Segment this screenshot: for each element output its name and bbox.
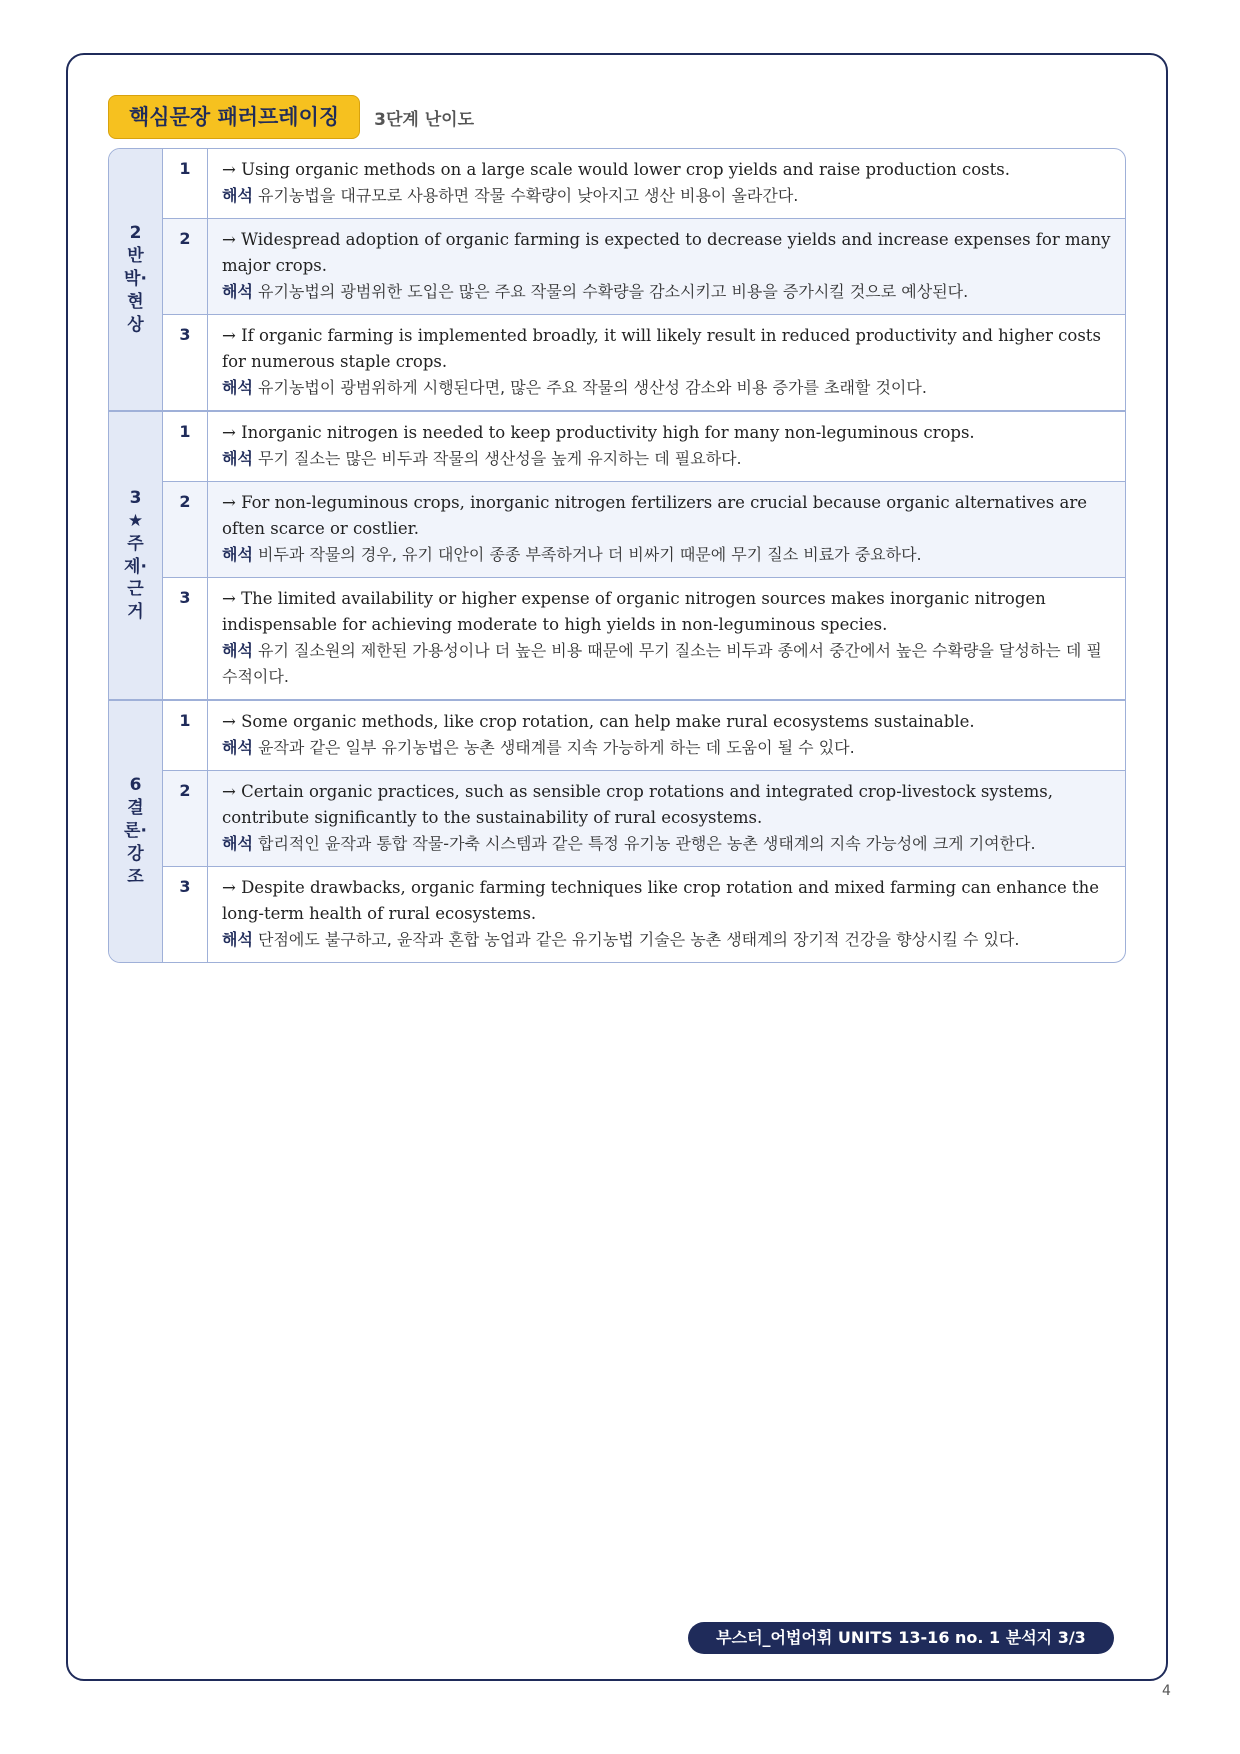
row-number: 2 <box>163 219 208 314</box>
korean-translation <box>222 446 1111 472</box>
english-paraphrase: → Despite drawbacks, organic farming techniques like crop rotation and mixed farming can enhance the long-term health of rural ecosystems. <box>222 878 1100 923</box>
row-content <box>208 867 1125 962</box>
group-label-char: 박· <box>124 269 147 290</box>
table-row <box>163 219 1125 315</box>
table-row <box>163 482 1125 578</box>
english-paraphrase: → If organic farming is implemented broadly, it will likely result in reduced productivity and higher costs for numerous staple crops. <box>222 326 1101 371</box>
row-content <box>208 771 1125 866</box>
row-content <box>208 149 1125 218</box>
section-title-badge: 핵심문장 패러프레이징 <box>108 95 360 139</box>
row-content <box>208 219 1125 314</box>
group-label-char: 강 <box>127 843 144 864</box>
table-row <box>163 701 1125 771</box>
translation-tag: 해석 <box>222 930 253 949</box>
translation-text: 비두과 작물의 경우, 유기 대안이 종종 부족하거나 더 비싸기 때문에 무기 질소 비료가 중요하다. <box>258 545 922 564</box>
table-row <box>163 578 1125 699</box>
row-number: 1 <box>163 701 208 770</box>
group-label-char: 3 <box>129 487 142 508</box>
translation-text: 단점에도 불구하고, 윤작과 혼합 농업과 같은 유기농법 기술은 농촌 생태계의 장기적 건강을 향상시킬 수 있다. <box>258 930 1020 949</box>
row-content <box>208 315 1125 410</box>
korean-translation <box>222 927 1111 953</box>
translation-tag: 해석 <box>222 834 253 853</box>
translation-tag: 해석 <box>222 449 253 468</box>
translation-text: 유기농법이 광범위하게 시행된다면, 많은 주요 작물의 생산성 감소와 비용 증가를 초래할 것이다. <box>258 378 927 397</box>
group-label-char: 상 <box>127 314 144 335</box>
translation-text: 유기농법을 대규모로 사용하면 작물 수확량이 낮아지고 생산 비용이 올라간다. <box>258 186 799 205</box>
translation-text: 합리적인 윤작과 통합 작물-가축 시스템과 같은 특정 유기농 관행은 농촌 생태계의 지속 가능성에 크게 기여한다. <box>258 834 1036 853</box>
group-label-char: 6 <box>129 775 142 796</box>
translation-text: 유기 질소원의 제한된 가용성이나 더 높은 비용 때문에 무기 질소는 비두과 종에서 중간에서 높은 수확량을 달성하는 데 필수적이다. <box>222 641 1102 686</box>
table-row <box>163 867 1125 962</box>
page-number: 4 <box>1162 1683 1171 1699</box>
english-paraphrase: → Using organic methods on a large scale would lower crop yields and raise production costs. <box>222 160 1010 179</box>
table-group <box>109 412 1125 701</box>
table-group <box>109 701 1125 962</box>
group-label-char: 결 <box>127 798 144 819</box>
row-content <box>208 578 1125 699</box>
korean-translation <box>222 638 1111 690</box>
group-label-char: ★ <box>127 510 144 531</box>
group-label-char: 근 <box>127 579 144 600</box>
translation-tag: 해석 <box>222 641 253 660</box>
row-number: 3 <box>163 578 208 699</box>
row-number: 2 <box>163 771 208 866</box>
row-content <box>208 482 1125 577</box>
table-row <box>163 315 1125 410</box>
row-number: 3 <box>163 315 208 410</box>
table-row <box>163 771 1125 867</box>
translation-text: 무기 질소는 많은 비두과 작물의 생산성을 높게 유지하는 데 필요하다. <box>258 449 742 468</box>
row-number: 2 <box>163 482 208 577</box>
translation-tag: 해석 <box>222 545 253 564</box>
english-paraphrase: → Certain organic practices, such as sensible crop rotations and integrated crop-livestock systems, contribute significantly to the sustainability of rural ecosystems. <box>222 782 1053 827</box>
group-label-char: 거 <box>127 602 144 623</box>
table-row <box>163 412 1125 482</box>
group-label-char: 현 <box>127 291 144 312</box>
translation-text: 윤작과 같은 일부 유기농법은 농촌 생태계를 지속 가능하게 하는 데 도움이 될 수 있다. <box>258 738 855 757</box>
translation-tag: 해석 <box>222 282 253 301</box>
table-group <box>109 149 1125 412</box>
row-number: 3 <box>163 867 208 962</box>
paraphrase-table <box>108 148 1126 963</box>
group-label-char: 제· <box>124 556 147 577</box>
difficulty-level: 3단계 난이도 <box>374 109 475 130</box>
english-paraphrase: → Some organic methods, like crop rotation, can help make rural ecosystems sustainable. <box>222 712 975 731</box>
row-content <box>208 701 1125 770</box>
table-row <box>163 149 1125 219</box>
korean-translation <box>222 279 1111 305</box>
english-paraphrase: → The limited availability or higher expense of organic nitrogen sources makes inorganic nitrogen indispensable for achieving moderate to high yields in non-leguminous species. <box>222 589 1046 634</box>
group-label <box>109 149 163 410</box>
korean-translation <box>222 542 1111 568</box>
row-number: 1 <box>163 149 208 218</box>
group-label <box>109 701 163 962</box>
group-label <box>109 412 163 699</box>
korean-translation <box>222 183 1111 209</box>
translation-tag: 해석 <box>222 738 253 757</box>
row-number: 1 <box>163 412 208 481</box>
english-paraphrase: → Widespread adoption of organic farming is expected to decrease yields and increase expenses for many major crops. <box>222 230 1111 275</box>
group-label-char: 주 <box>127 533 144 554</box>
korean-translation <box>222 375 1111 401</box>
footer-badge: 부스터_어법어휘 UNITS 13-16 no. 1 분석지 3/3 <box>688 1622 1114 1654</box>
korean-translation <box>222 735 1111 761</box>
translation-tag: 해석 <box>222 186 253 205</box>
group-label-char: 반 <box>127 246 144 267</box>
section-header <box>108 96 474 138</box>
translation-tag: 해석 <box>222 378 253 397</box>
korean-translation <box>222 831 1111 857</box>
group-label-char: 2 <box>129 223 142 244</box>
english-paraphrase: → For non-leguminous crops, inorganic nitrogen fertilizers are crucial because organic alternatives are often scarce or costlier. <box>222 493 1087 538</box>
group-label-char: 조 <box>127 866 144 887</box>
translation-text: 유기농법의 광범위한 도입은 많은 주요 작물의 수확량을 감소시키고 비용을 증가시킬 것으로 예상된다. <box>258 282 969 301</box>
row-content <box>208 412 1125 481</box>
group-label-char: 론· <box>124 821 147 842</box>
english-paraphrase: → Inorganic nitrogen is needed to keep productivity high for many non-leguminous crops. <box>222 423 975 442</box>
